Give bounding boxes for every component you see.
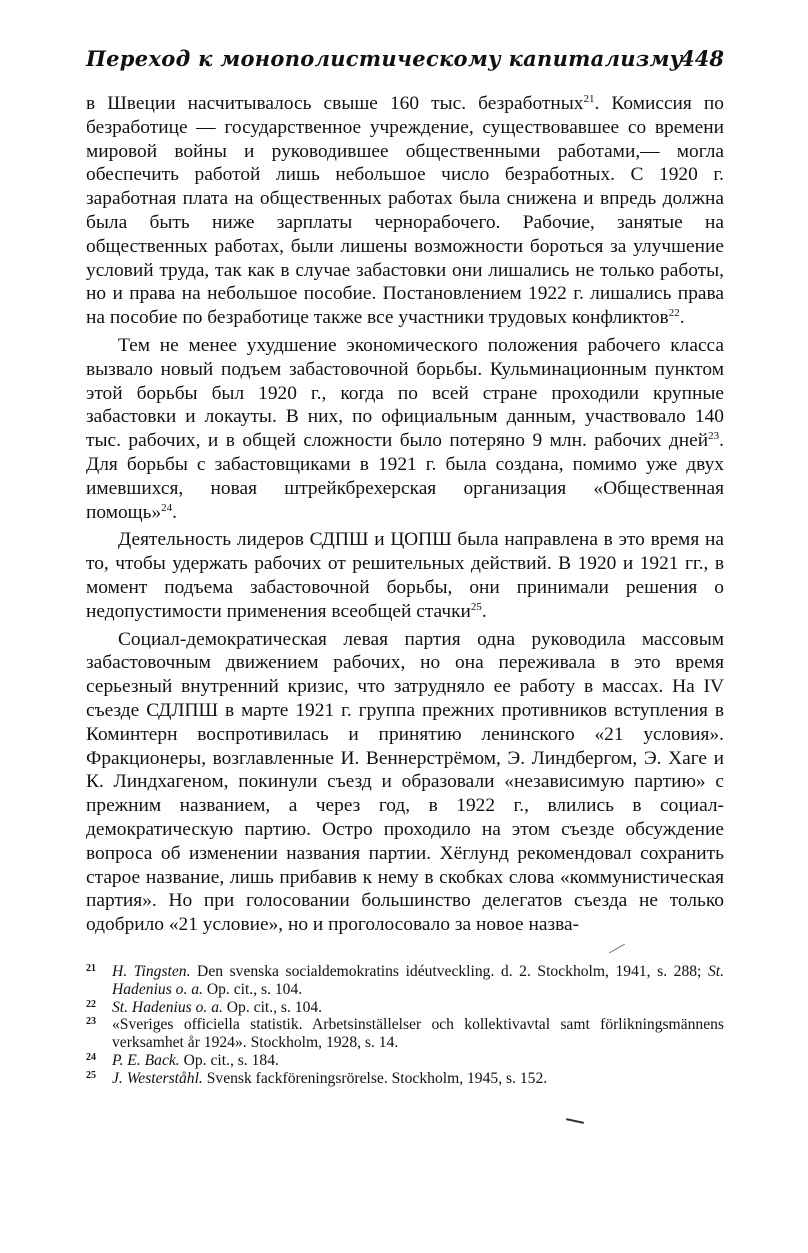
paragraph-text: . Для борьбы с забастовщиками в 1921 г. была создана, помимо уже двух имевшихся, новая штрейкбрехерская организация «Общественная помощь» [86, 430, 724, 523]
paragraph-text: Социал-демократическая левая партия одна руководила массовым забастовочным движением рабочих, но она переживала в это время серьезный внутренний кризис, что затрудняло ее работу в массах. На IV съезде СДЛПШ в марте 1921 г. группа прежних противников вступления в Коминтерн воспротивилась и принятию ленинского «21 условия». Фракционеры, возглавленные И. Веннерстрёмом, Э. Линдбергом, Э. Хаге и К. Линдхагеном, покинули съезд и образовали «независимую партию» с прежним названием, а через год, в 1922 г., влились в социал-демократическую партию. Остро проходило на этом съезде обсуждение вопроса об изменении названия партии. Хёглунд рекомендовал сохранить старое название, лишь прибавив к нему в скобках слова «коммунистическая партия». Но при голосовании большинство делегатов съезда не только одобрило «21 условие», но и проголосовало за новое назва- [86, 628, 724, 936]
stray-mark [609, 944, 625, 954]
footnote-number: 21 [86, 963, 96, 974]
paragraph [86, 92, 724, 330]
footnote-number: 22 [86, 998, 96, 1010]
paragraph-text: . [172, 501, 177, 523]
footnote [86, 1070, 724, 1088]
running-title: Переход к монополистическому капитализму [86, 46, 683, 71]
paragraph-text: . Комиссия по безработице — государственное учреждение, существовавшее со времени мировой войны и руководившее общественными работами,— могла обеспечить работой лишь небольшое число безработных. С 1920 г. заработная плата на общественных работах была снижена и впредь должна была быть ниже зарплаты чернорабочего. Рабочие, занятые на общественных работах, были лишены возможности бороться за улучшение условий труда, так как в случае забастовки они лишались не только работы, но и права на небольшое пособие. Постановлением 1922 г. лишались права на пособие по безработице также все участники трудовых конфликтов [86, 93, 724, 329]
stray-mark [566, 1118, 584, 1124]
page-header [86, 40, 724, 80]
footnote-author: J. Westerståhl. [112, 1069, 203, 1087]
footnote-text: «Sveriges officiella statistik. Arbetsinställelser och kollektivavtal samt förlikningsmännens verksamhet år 1924». Stockholm, 1928, s. 14. [112, 1016, 724, 1052]
paragraph [86, 334, 724, 524]
footnote-text: Op. cit., s. 104. [222, 998, 323, 1016]
paragraph-text: в Швеции насчитывалось свыше 160 тыс. безработных [86, 93, 584, 114]
paragraph-text: . [481, 600, 487, 622]
footnote [86, 963, 724, 999]
footnote-text: Den svenska socialdemokratins idéutveckling. d. 2. Stockholm, 1941, s. 288; [190, 963, 708, 980]
footnote-number: 25 [86, 1069, 96, 1081]
footnote [86, 999, 724, 1017]
footnote-ref: 21 [583, 93, 595, 105]
footnote-author: P. E. Back. [112, 1051, 180, 1069]
footnote-ref: 22 [668, 307, 680, 320]
paragraph-text: Тем не менее ухудшение экономического положения рабочего класса вызвало новый подъем забастовочной борьбы. Кульминационным пунктом этой борьбы был 1920 г., когда по всей стране проходили крупные забастовки и локауты. В них, по официальным данным, участвовало 140 тыс. рабочих, и в общей сложности было потеряно 9 млн. рабочих дней [86, 334, 724, 452]
footnote-text: Svensk fackföreningsrörelse. Stockholm, 1945, s. 152. [202, 1069, 548, 1087]
footnote-text: Op. cit., s. 184. [179, 1051, 279, 1069]
footnote-author: H. Tingsten. [112, 963, 191, 980]
paragraph [86, 628, 724, 937]
footnote-ref: 24 [161, 501, 173, 514]
footnote-ref: 23 [708, 430, 720, 443]
footnote [86, 1016, 724, 1052]
page-number: 448 [680, 46, 724, 71]
footnote-author: St. Hadenius o. a. [112, 998, 223, 1016]
paragraph-text: Деятельность лидеров СДПШ и ЦОПШ была направлена в это время на то, чтобы удержать рабочих от решительных действий. В 1920 и 1921 гг., в момент подъема забастовочной борьбы, они принимали решения о недопустимости применения всеобщей стачки [86, 529, 724, 622]
footnote [86, 1052, 724, 1070]
footnote-ref: 25 [470, 600, 482, 613]
footnote-text: Op. cit., s. 104. [202, 980, 303, 998]
footnote-number: 23 [86, 1016, 96, 1028]
main-text [86, 92, 724, 941]
paragraph [86, 528, 724, 623]
footnote-number: 24 [86, 1051, 96, 1063]
paragraph-text: . [679, 307, 685, 329]
footnote-author: St. Hadenius o. a. [112, 963, 724, 998]
footnotes [86, 963, 724, 1088]
